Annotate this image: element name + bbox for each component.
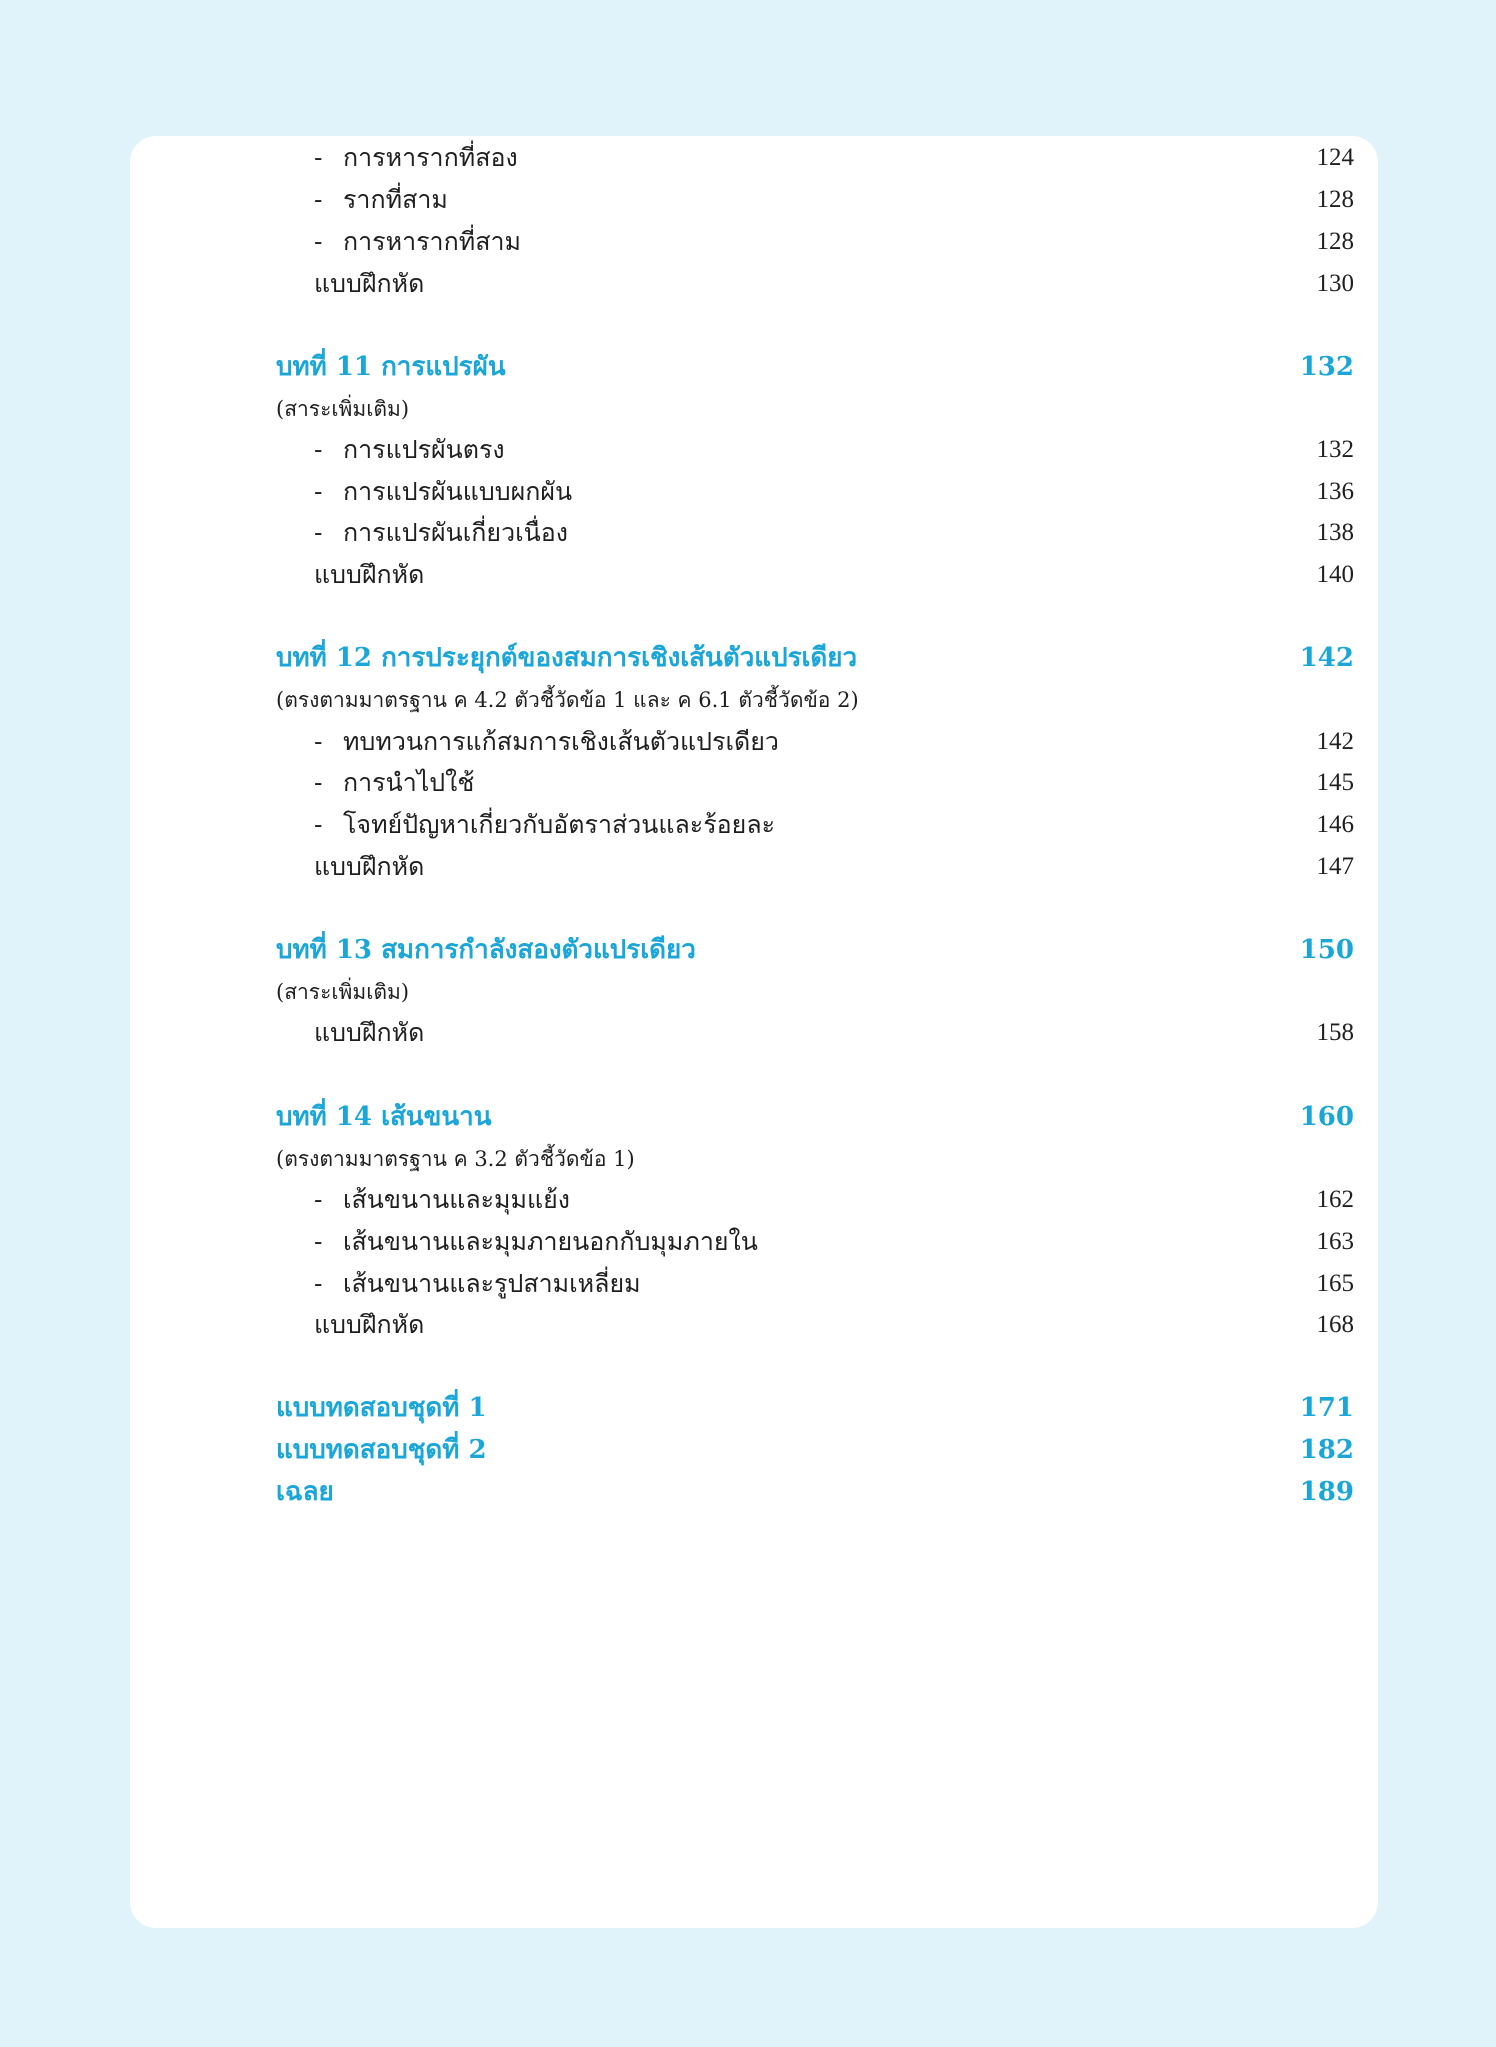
toc-sub-label: การหารากที่สาม	[343, 227, 521, 256]
toc-chapter-row	[276, 1096, 1354, 1138]
toc-exercise-label: แบบฝึกหัด	[314, 269, 425, 298]
toc-chapter-row	[276, 1387, 1354, 1429]
toc-sub-row	[276, 804, 1354, 846]
toc-chapter-row	[276, 929, 1354, 971]
toc-chapter-label: แบบทดสอบชุดที่ 2	[276, 1435, 487, 1465]
toc-exercise-row	[276, 554, 1354, 596]
toc-sub-row	[276, 471, 1354, 513]
toc-sub-row	[276, 429, 1354, 471]
toc-exercise-label: แบบฝึกหัด	[314, 560, 425, 589]
toc-chapter-label: บทที่ 11 การแปรผัน	[276, 352, 506, 382]
toc-chapter-label: แบบทดสอบชุดที่ 1	[276, 1393, 487, 1423]
toc-sub-label: เส้นขนานและมุมภายนอกกับมุมภายใน	[343, 1227, 758, 1256]
toc-exercise-row	[276, 263, 1354, 305]
toc-note-label: (ตรงตามมาตรฐาน ค 4.2 ตัวชี้วัดข้อ 1 และ ค 6.1 ตัวชี้วัดข้อ 2)	[276, 688, 859, 712]
toc-page-number: 147	[1316, 853, 1354, 880]
toc-page-number: 162	[1316, 1186, 1354, 1213]
toc-sub-label: เส้นขนานและรูปสามเหลี่ยม	[343, 1269, 641, 1298]
toc-page-number: 142	[1299, 643, 1354, 673]
toc-sub-row	[276, 221, 1354, 263]
toc-chapter-label: บทที่ 12 การประยุกต์ของสมการเชิงเส้นตัวแปรเดียว	[276, 643, 858, 673]
toc-page-number: 130	[1316, 270, 1354, 297]
toc-note-label: (สาระเพิ่มเติม)	[276, 980, 410, 1004]
toc-note-row	[276, 679, 1354, 721]
toc-page-number: 124	[1316, 144, 1354, 171]
toc-dash: -	[314, 227, 323, 256]
toc-page-number: 158	[1316, 1019, 1354, 1046]
toc-page-number: 150	[1299, 935, 1354, 965]
toc-exercise-row	[276, 1012, 1354, 1054]
toc-exercise-row	[276, 846, 1354, 888]
toc-note-row	[276, 971, 1354, 1013]
toc-dash: -	[314, 477, 323, 506]
toc-dash: -	[314, 1227, 323, 1256]
toc-page-number: 168	[1316, 1311, 1354, 1338]
toc-exercise-label: แบบฝึกหัด	[314, 852, 425, 881]
toc-dash: -	[314, 727, 323, 756]
toc-note-label: (สาระเพิ่มเติม)	[276, 397, 410, 421]
toc-page-number: 165	[1316, 1270, 1354, 1297]
toc-sub-row	[276, 1221, 1354, 1263]
toc-sub-label: รากที่สาม	[343, 185, 448, 214]
toc-dash: -	[314, 143, 323, 172]
toc-page-number: 128	[1316, 228, 1354, 255]
toc-page-number: 163	[1316, 1228, 1354, 1255]
toc-page-number: 182	[1299, 1435, 1354, 1465]
toc-dash: -	[314, 185, 323, 214]
toc-chapter-label: บทที่ 14 เส้นขนาน	[276, 1102, 492, 1132]
toc-dash: -	[314, 435, 323, 464]
toc-note-row	[276, 388, 1354, 430]
table-of-contents	[130, 136, 1378, 1928]
toc-sub-label: การหารากที่สอง	[343, 143, 518, 172]
toc-sub-label: การนำไปใช้	[343, 768, 475, 797]
toc-note-label: (ตรงตามมาตรฐาน ค 3.2 ตัวชี้วัดข้อ 1)	[276, 1147, 635, 1171]
toc-page-number: 189	[1299, 1477, 1354, 1507]
toc-page-number: 146	[1316, 811, 1354, 838]
toc-sub-row	[276, 721, 1354, 763]
toc-dash: -	[314, 1269, 323, 1298]
toc-chapter-label: บทที่ 13 สมการกำลังสองตัวแปรเดียว	[276, 935, 696, 965]
toc-chapter-row	[276, 1471, 1354, 1513]
toc-note-row	[276, 1138, 1354, 1180]
toc-chapter-row	[276, 1429, 1354, 1471]
toc-exercise-row	[276, 1304, 1354, 1346]
toc-exercise-label: แบบฝึกหัด	[314, 1310, 425, 1339]
toc-sub-row	[276, 762, 1354, 804]
toc-chapter-label: เฉลย	[276, 1477, 334, 1507]
toc-sub-row	[276, 137, 1354, 179]
toc-exercise-label: แบบฝึกหัด	[314, 1018, 425, 1047]
toc-page-number: 132	[1299, 352, 1354, 382]
toc-sub-label: การแปรผันตรง	[343, 435, 505, 464]
toc-page	[130, 136, 1378, 1928]
toc-dash: -	[314, 768, 323, 797]
toc-page-number: 145	[1316, 769, 1354, 796]
toc-dash: -	[314, 518, 323, 547]
toc-page-number: 171	[1299, 1393, 1354, 1423]
toc-dash: -	[314, 810, 323, 839]
toc-dash: -	[314, 1185, 323, 1214]
toc-sub-label: ทบทวนการแก้สมการเชิงเส้นตัวแปรเดียว	[343, 727, 779, 756]
toc-sub-row	[276, 179, 1354, 221]
toc-page-number: 136	[1316, 478, 1354, 505]
toc-page-number: 140	[1316, 561, 1354, 588]
toc-chapter-row	[276, 346, 1354, 388]
toc-page-number: 160	[1299, 1102, 1354, 1132]
toc-sub-label: เส้นขนานและมุมแย้ง	[343, 1185, 570, 1214]
toc-sub-label: การแปรผันแบบผกผัน	[343, 477, 573, 506]
toc-page-number: 132	[1316, 436, 1354, 463]
toc-sub-row	[276, 1263, 1354, 1305]
toc-sub-label: โจทย์ปัญหาเกี่ยวกับอัตราส่วนและร้อยละ	[343, 810, 776, 839]
toc-page-number: 128	[1316, 186, 1354, 213]
toc-sub-row	[276, 1179, 1354, 1221]
toc-sub-row	[276, 512, 1354, 554]
toc-page-number: 142	[1316, 728, 1354, 755]
toc-sub-label: การแปรผันเกี่ยวเนื่อง	[343, 518, 568, 547]
toc-chapter-row	[276, 637, 1354, 679]
toc-page-number: 138	[1316, 519, 1354, 546]
